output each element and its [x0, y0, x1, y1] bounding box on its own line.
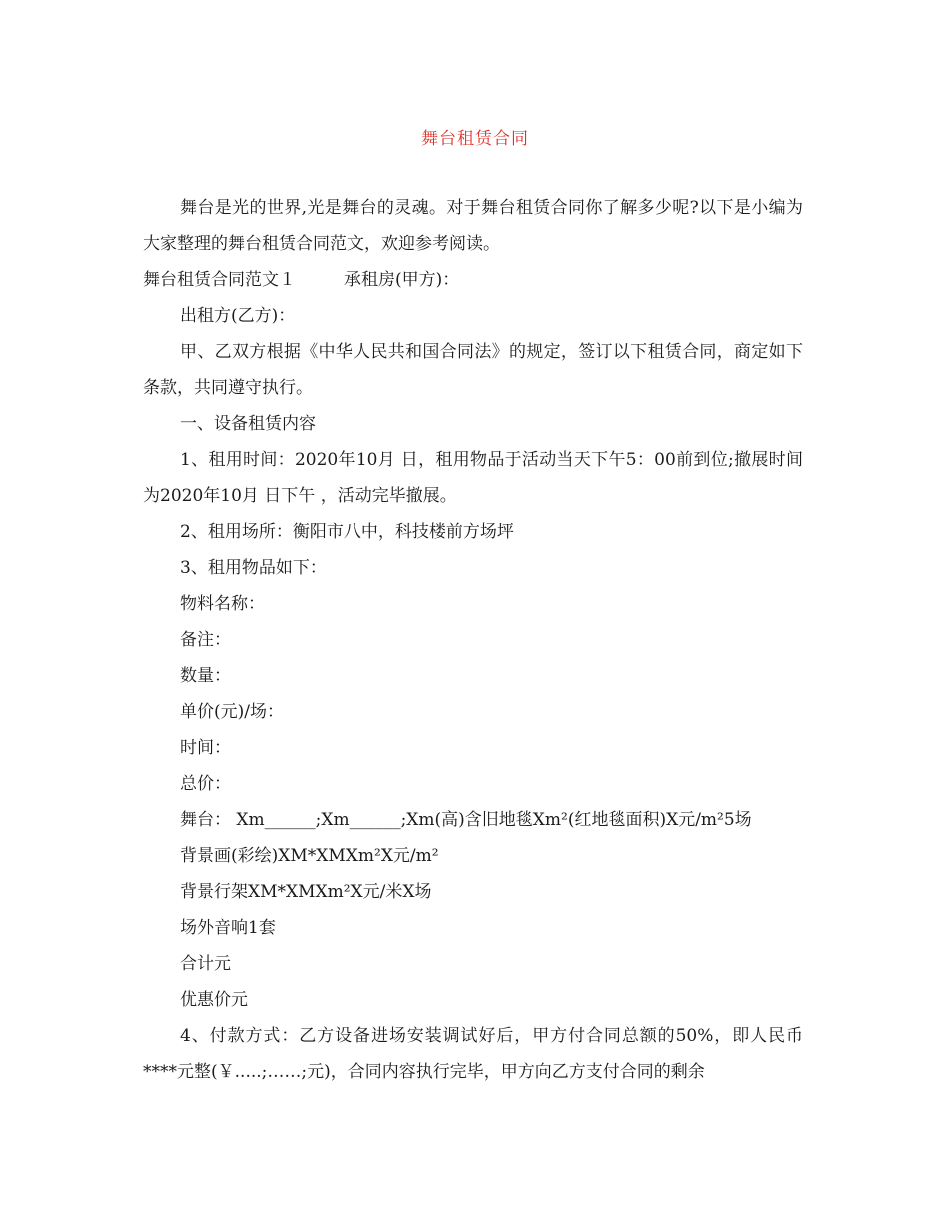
line-backdrop: 背景画(彩绘)XM*XMXm²X元/m² — [180, 846, 439, 866]
document-title: 舞台租赁合同 — [421, 129, 529, 149]
document-body — [143, 190, 803, 1090]
sample-heading-line — [143, 262, 803, 298]
party-a-label: 承租房(甲方)： — [344, 270, 460, 290]
line-stage: 舞台： Xm______;Xm______;Xm(高)含旧地毯Xm²(红地毯面积)X元/m²5场 — [180, 810, 752, 830]
clause-rental-items: 3、租用物品如下： — [180, 558, 327, 578]
field-note: 备注： — [180, 630, 231, 650]
line-audio: 场外音响1套 — [180, 918, 276, 938]
intro-paragraph: 舞台是光的世界,光是舞台的灵魂。对于舞台租赁合同你了解多少呢?以下是小编为大家整理的舞台租赁合同范文，欢迎参考阅读。 — [143, 198, 803, 254]
line-discount: 优惠价元 — [180, 990, 248, 1010]
line-sum: 合计元 — [180, 954, 231, 974]
line-truss: 背景行架XM*XMXm²X元/米X场 — [180, 882, 432, 902]
agreement-paragraph: 甲、乙双方根据《中华人民共和国合同法》的规定，签订以下租赁合同，商定如下条款，共同遵守执行。 — [143, 342, 803, 398]
field-unit-price: 单价(元)/场： — [180, 702, 284, 722]
field-material-name: 物料名称： — [180, 594, 265, 614]
section-heading-equipment: 一、设备租赁内容 — [180, 414, 316, 434]
clause-rental-time: 1、租用时间：2020年10月 日，租用物品于活动当天下午5：00前到位;撤展时间为2020年10月 日下午 ，活动完毕撤展。 — [143, 450, 803, 506]
field-time: 时间： — [180, 738, 231, 758]
sample-heading: 舞台租赁合同范文１ — [143, 270, 296, 290]
clause-payment: 4、付款方式：乙方设备进场安装调试好后，甲方付合同总额的50%，即人民币****元整(￥.....;……;元)，合同内容执行完毕，甲方向乙方支付合同的剩余 — [143, 1026, 803, 1082]
field-quantity: 数量： — [180, 666, 231, 686]
field-total-price: 总价： — [180, 774, 231, 794]
party-b-label: 出租方(乙方)： — [180, 306, 296, 326]
clause-rental-venue: 2、租用场所：衡阳市八中，科技楼前方场坪 — [180, 522, 514, 542]
